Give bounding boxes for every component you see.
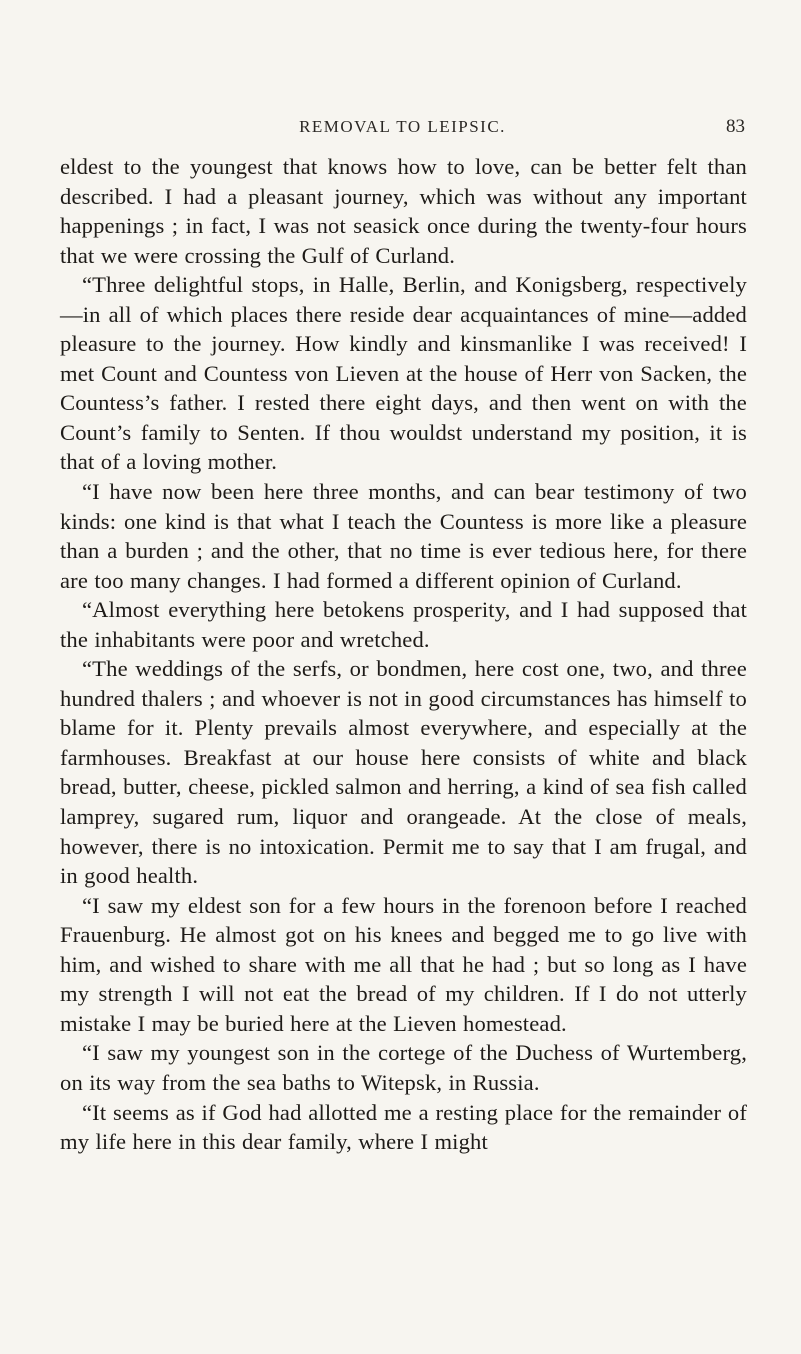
paragraph: “I saw my eldest son for a few hours in the forenoon before I reached Frauenburg. He almost got on his knees and begged me to go live with him, and wished to share with me all that he had ; but so long as I have my strength I will not eat the bread of my children. If I do not utterly mistake I may be buried here at the Lieven homestead.: [60, 892, 747, 1036]
paragraph: “It seems as if God had allotted me a resting place for the remainder of my life here in this dear family, where I might: [60, 1099, 747, 1155]
paragraph: “I saw my youngest son in the cortege of the Duchess of Wurtemberg, on its way from the sea baths to Witepsk, in Russia.: [60, 1040, 747, 1095]
paragraph: “The weddings of the serfs, or bondmen, here cost one, two, and three hundred thalers ; and whoever is not in good circumstances has himself to blame for it. Plenty prevails almost everywhere, and especially at the farmhouses. Breakfast at our house here consists of white and black bread, butter, cheese, pickled salmon and herring, a kind of sea fish called lamprey, sugared rum, liquor and orangeade. At the close of meals, however, there is no intoxication. Permit me to say that I am frugal, and in good health.: [60, 656, 747, 889]
running-head: [60, 117, 745, 141]
paragraph: “Almost everything here betokens prosperity, and I had supposed that the inhabitants were poor and wretched.: [60, 597, 747, 652]
paragraph: eldest to the youngest that knows how to love, can be better felt than described. I had a pleasant journey, which was without any important happenings ; in fact, I was not seasick once during the twenty-four hours that we were crossing the Gulf of Curland.: [60, 154, 747, 268]
page-number: 83: [726, 116, 745, 137]
running-title: REMOVAL TO LEIPSIC.: [299, 117, 506, 136]
paragraph: “I have now been here three months, and can bear testimony of two kinds: one kind is that what I teach the Countess is more like a pleasure than a burden ; and the other, that no time is ever tedious here, for there are too many changes. I had formed a different opinion of Curland.: [60, 479, 747, 593]
paragraph: “Three delightful stops, in Halle, Berlin, and Konigsberg, respectively—in all of which places there reside dear acquaintances of mine—added pleasure to the journey. How kindly and kinsmanlike I was received! I met Count and Countess von Lieven at the house of Herr von Sacken, the Countess’s father. I rested there eight days, and then went on with the Count’s family to Senten. If thou wouldst understand my position, it is that of a loving mother.: [60, 272, 747, 475]
body-text: [60, 152, 747, 1157]
